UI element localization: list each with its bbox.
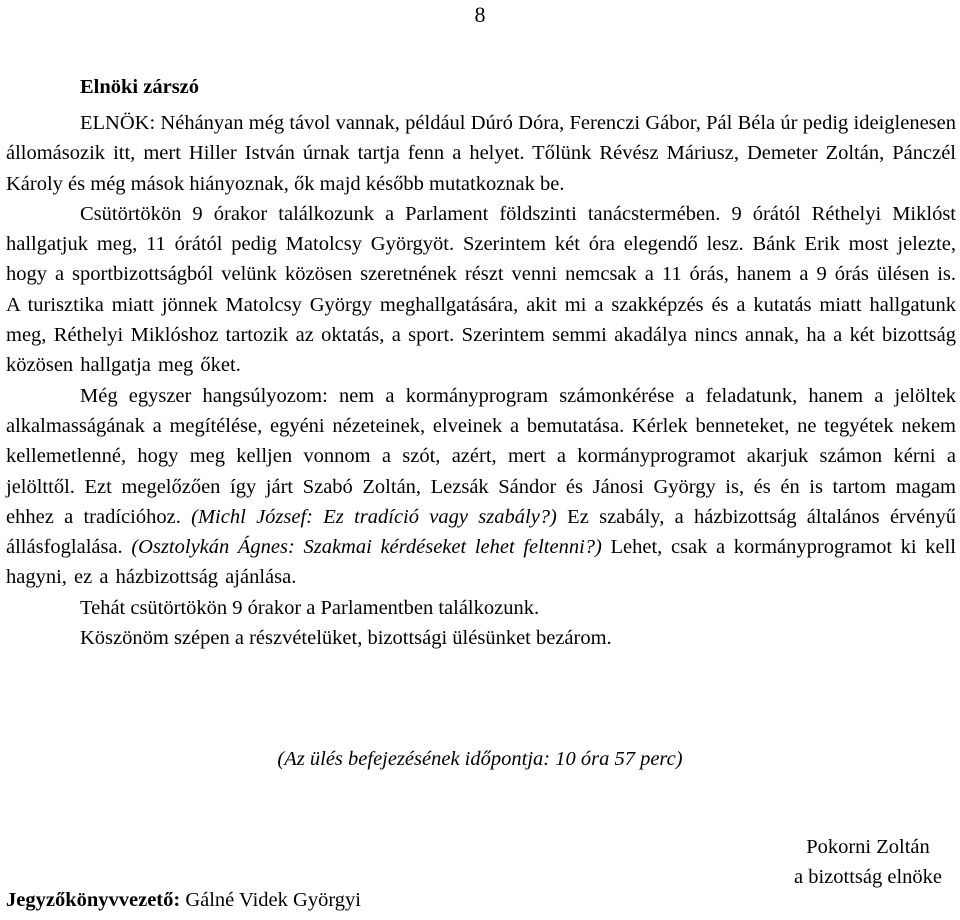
interjection-michl: (Michl József: Ez tradíció vagy szabály?)	[191, 505, 557, 528]
body-text	[6, 108, 956, 653]
paragraph-opening: ELNÖK: Néhányan még távol vannak, például Dúró Dóra, Ferenczi Gábor, Pál Béla úr pedig ideiglenesen állomásozik itt, mert Hiller István úrnak tartja fenn a helyet. Tőlünk Révész Máriusz, Demeter Zoltán, Pánczél Károly és még mások hiányoznak, ők majd később mutatkoznak be.	[6, 112, 956, 195]
paragraph-rules	[6, 381, 956, 593]
closing-note: (Az ülés befejezésének időpontja: 10 óra 57 perc)	[277, 748, 683, 770]
recorder-label: Jegyzőkönyvvezető:	[6, 889, 181, 911]
paragraph-schedule: Csütörtökön 9 órakor találkozunk a Parlament földszinti tanácstermében. 9 órától Réthelyi Miklóst hallgatjuk meg, 11 órától pedig Matolcsy Györgyöt. Szerintem két óra elegendő lesz. Bánk Erik most jelezte, hogy a sportbizottságból velünk közösen szeretnének részt venni nemcsak a 11 órás, hanem a 9 órás ülésen is. A turisztika miatt jönnek Matolcsy György meghallgatására, akit mi a szakképzés és a kutatás miatt hallgatunk meg, Réthelyi Miklóshoz tartozik az oktatás, a sport. Szerintem semmi akadálya nincs annak, ha a két bizottság közösen hallgatja meg őket.	[6, 202, 956, 377]
rules-text-3: Lehet, csak a kormányprogramot ki kell hagyni, ez a házbizottság ajánlása.	[6, 536, 957, 589]
rules-text-2: Ez szabály, a házbizottság általános érvényű állásfoglalása.	[6, 505, 956, 559]
paragraph-closing: Köszönöm szépen a részvételüket, bizottsági ülésünket bezárom.	[80, 627, 612, 650]
signatory-block	[794, 832, 942, 892]
page-number: 8	[474, 2, 486, 27]
paragraph-meeting: Tehát csütörtökön 9 órakor a Parlamentben találkozunk.	[80, 596, 540, 619]
signatory-name: Pokorni Zoltán	[806, 836, 930, 858]
section-title: Elnöki zárszó	[80, 76, 200, 98]
recorder-line	[6, 889, 361, 912]
signatory-title: a bizottság elnöke	[793, 866, 942, 888]
recorder-name: Gálné Videk Györgyi	[180, 889, 361, 911]
interjection-osztolykan: (Osztolykán Ágnes: Szakmai kérdéseket lehet feltenni?)	[131, 536, 602, 559]
rules-text-1: Még egyszer hangsúlyozom: nem a kormányprogram számonkérése a feladatunk, hanem a jelöltek alkalmasságának a megítélése, egyéni nézeteinek, elveinek a bemutatása. Kérlek benneteket, ne tegyétek nekem kellemetlenné, hogy meg kelljen vonnom a szót, azért, mert a kormányprogramot akarjuk számon kérni a jelölttől. Ezt megelőzően így járt Szabó Zoltán, Lezsák Sándor és Jánosi György is, és én is tartom magam ehhez a tradícióhoz.	[6, 384, 956, 528]
